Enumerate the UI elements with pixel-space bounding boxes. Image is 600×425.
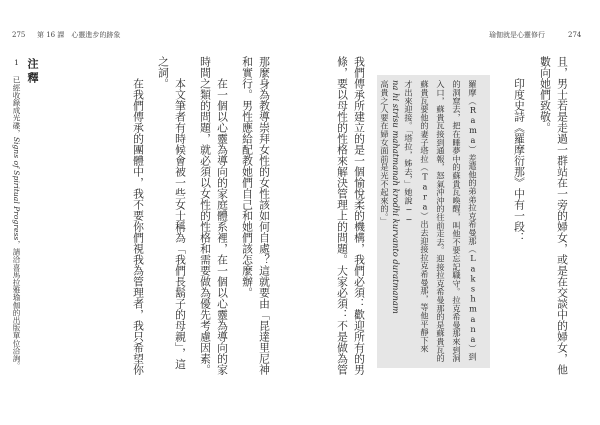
paragraph-column: 之詞。 — [157, 56, 170, 89]
right-running-title: 瑜伽就是心靈修行 — [489, 31, 545, 39]
paragraph-column: 在我們傳承的團體中，我不要你們視我為管理者，我只希望你 — [132, 78, 145, 375]
footnote-english-title: Signs of Spiritual Progress — [12, 136, 21, 241]
paragraph-column: 條，要以母性的性格來解決管理上的問題。大家必須：不是做為管 — [336, 56, 349, 375]
paragraph-column: 數向她們致敬。 — [539, 56, 552, 133]
sanskrit-verse: na hi strisu mahatmanah krodhi kurvanto duratmanam — [391, 80, 401, 314]
paragraph-column: 和實行。男性應給配教她們自己和她們該怎麼辦。 — [241, 56, 254, 298]
right-page-number: 274 — [568, 31, 582, 39]
footnote-text: 已經收錄成光碟， — [12, 76, 21, 137]
footnote-1 — [8, 58, 22, 378]
footnote-text: ，請洽喜馬拉雅瑜伽的出版單位洽詢。 — [12, 240, 21, 370]
quote-column: 蘇貴瓦要他的妻子塔拉（Tara）出去迎接拉克希曼那，等他平靜下來 — [420, 80, 430, 353]
paragraph-column: 我們傳承所建立的是一個愉悅柔的機構，我們必須：歡迎所有的男 — [353, 56, 366, 375]
paragraph-column: 那麼身為教導崇拜女性的女性該如何自處？這就要由「昆達里尼神 — [258, 56, 271, 375]
notes-heading: 注釋 — [26, 58, 39, 86]
left-page-number: 275 — [12, 31, 26, 39]
paragraph-column: 時間之類的問題，就必須以女性的性格和需要做為優先考慮因素。 — [199, 56, 212, 375]
quote-column: 的洞窟去，把在睡夢中的蘇貴瓦喚醒，叫他不要忘記職守。拉克希曼那來到洞 — [452, 80, 462, 363]
quote-column: 入口，蘇貴瓦接到通報，怒氣沖沖的往前走去。迎接拉克希曼那的是蘇貴瓦的 — [436, 80, 446, 363]
paragraph-column: 印度史詩《羅摩衍那》中有一段： — [513, 78, 526, 243]
footnote-marker: 1 — [12, 58, 21, 67]
quote-column: 才出來迎接。「塔拉，姊去，」她說── — [404, 80, 414, 225]
paragraph-column: 且，男士若是走過一群站在一旁的婦女，或是在交談中的婦女，他 — [556, 56, 569, 375]
quote-column: 羅摩（Rama）差遣他的弟弟拉克希曼那（Lakshmana）到 — [468, 80, 478, 361]
paragraph-column: 本文筆者有時候會被一些女士稱為「我們長鬍子的母親」，這 — [174, 78, 187, 370]
paragraph-column: 在一個以心靈為導向的家庭體系裡，在一個以心靈為導向的家 — [216, 78, 229, 375]
quote-column: 高貴之人要在婦女面前是光不起來的。」 — [380, 80, 390, 226]
left-chapter-title: 第 16 課 心靈進步的跡象 — [37, 31, 121, 39]
